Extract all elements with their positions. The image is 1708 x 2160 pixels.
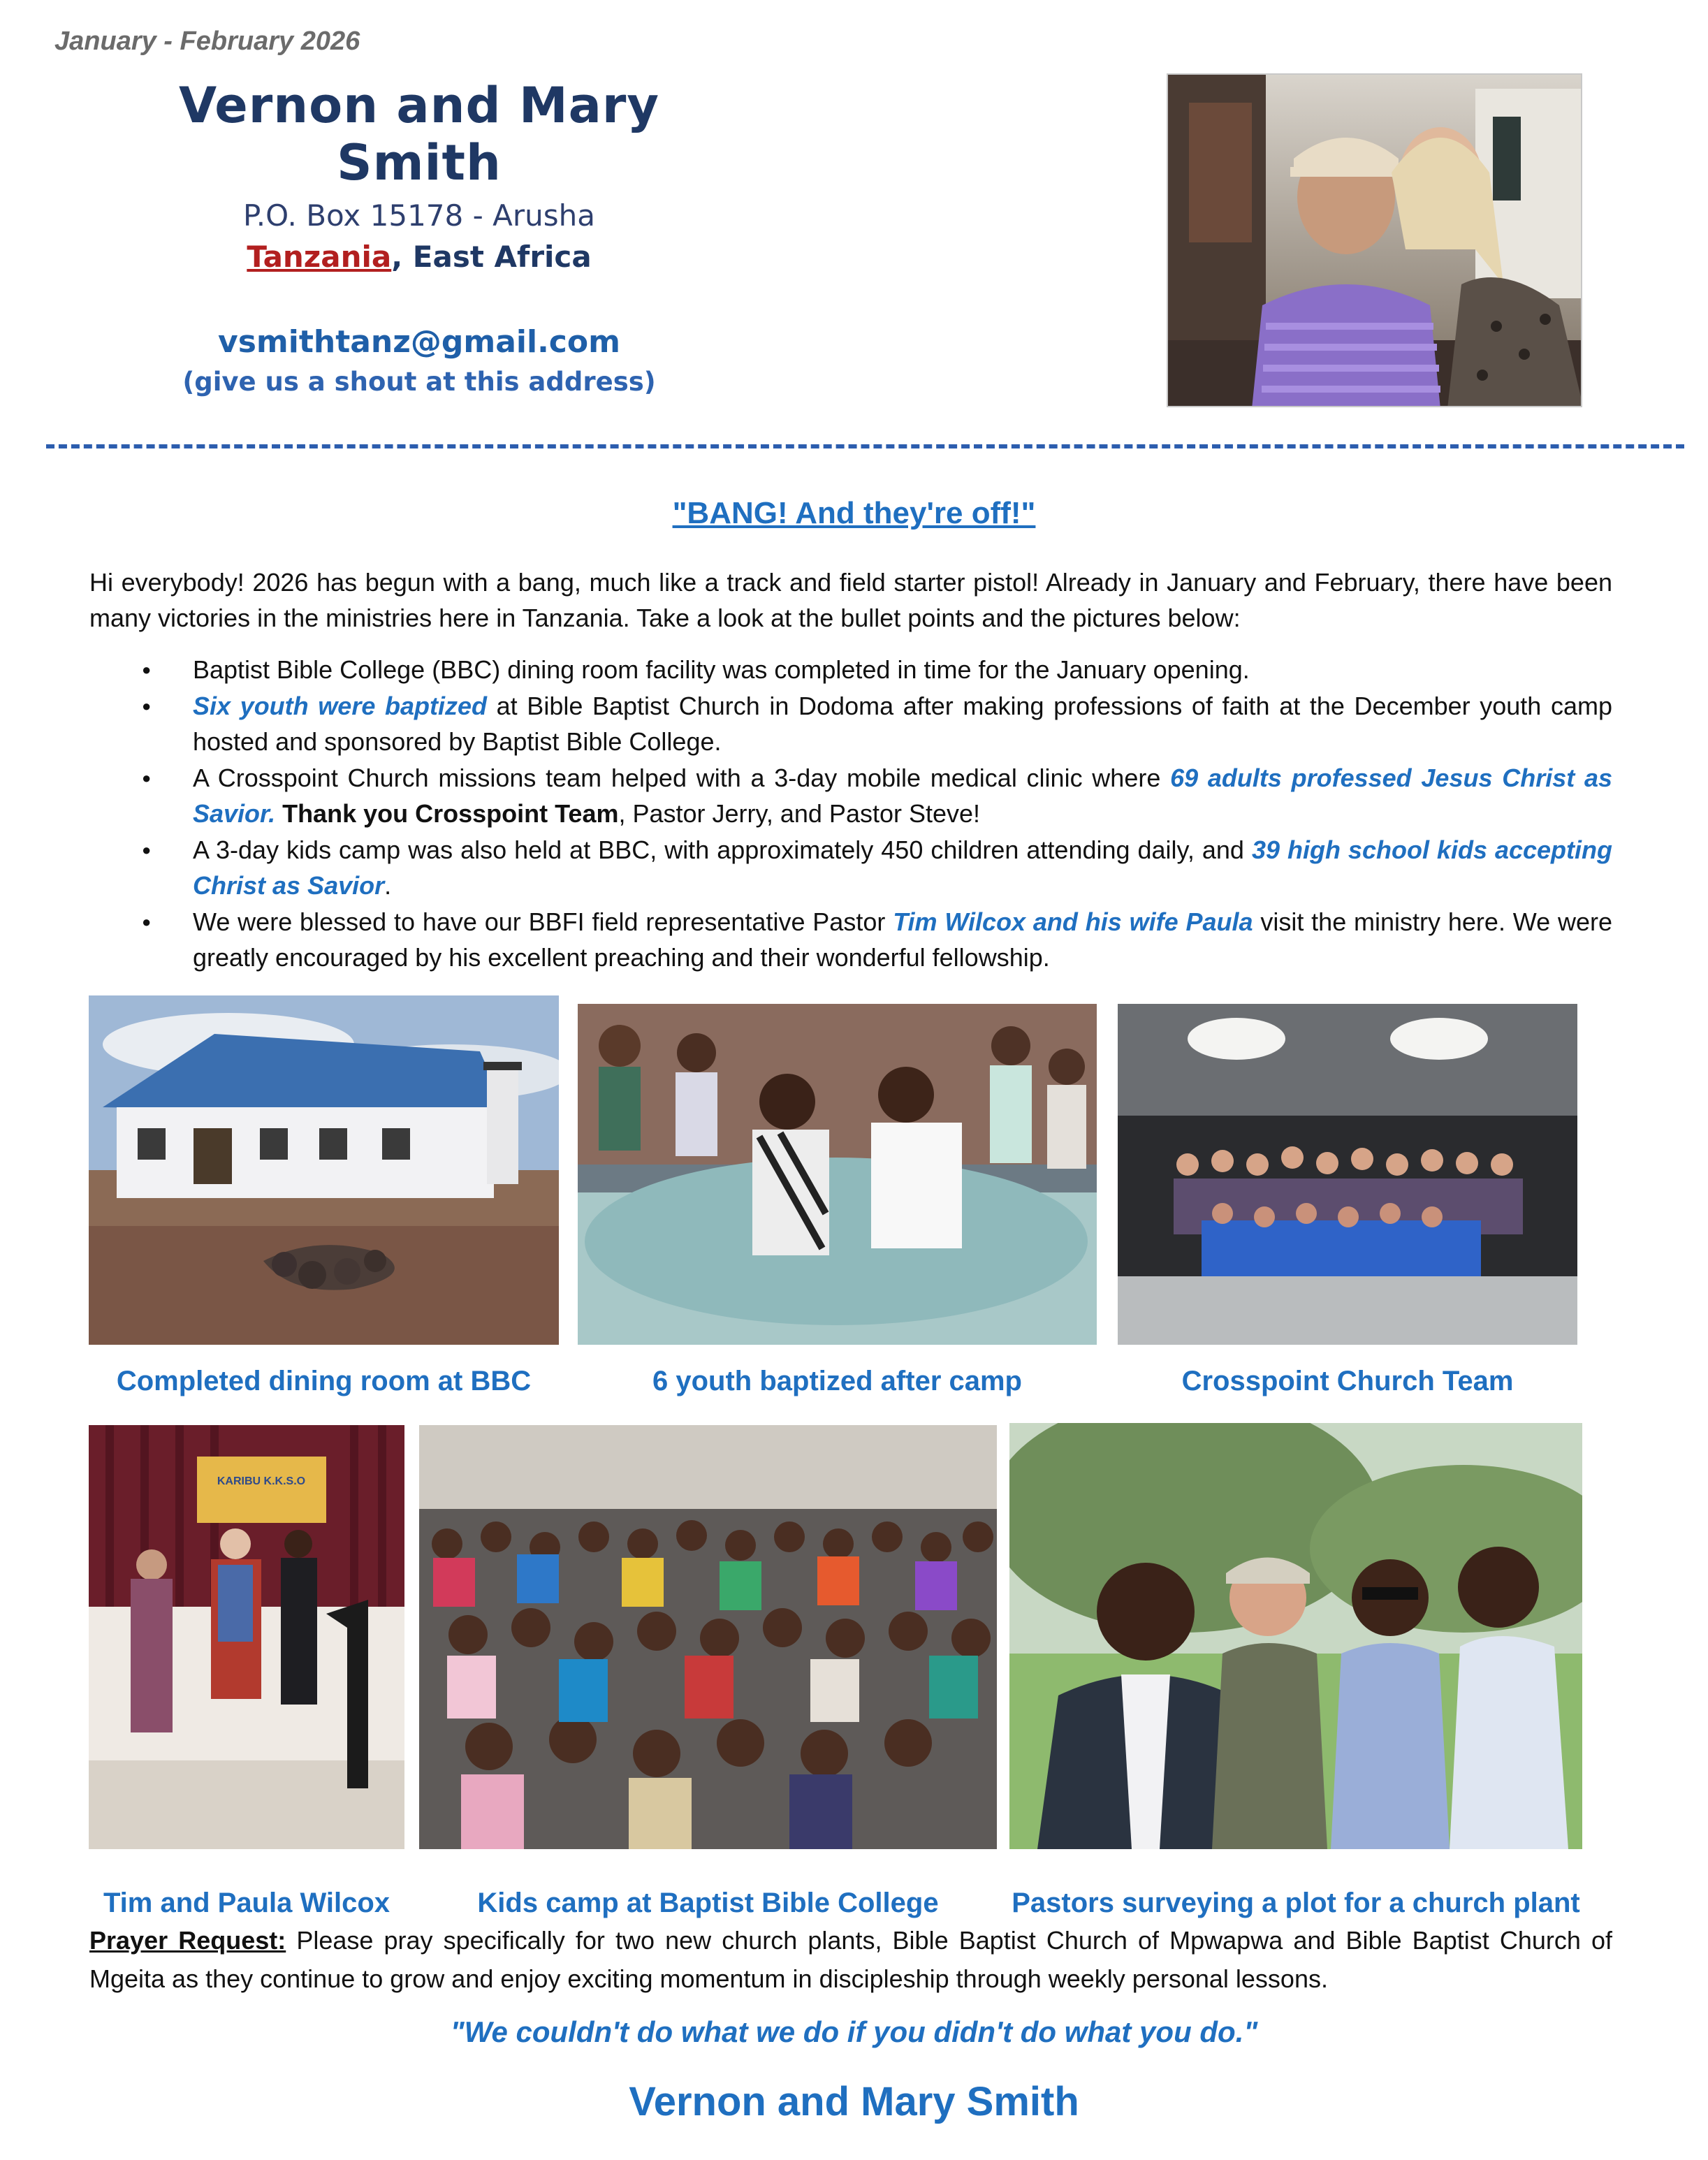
email-address[interactable]: vsmithtanz@gmail.com [218, 324, 620, 360]
article-title: "BANG! And they're off!" [672, 496, 1036, 530]
signature: Vernon and Mary Smith [629, 2079, 1079, 2124]
highlights-list [89, 652, 1612, 976]
kids-camp-photo [419, 1425, 997, 1849]
kids-camp-caption: Kids camp at Baptist Bible College [477, 1888, 939, 1918]
baptism-caption: 6 youth baptized after camp [652, 1366, 1022, 1396]
list-item: ● Baptist Bible College (BBC) dining room facility was completed in time for the January opening. [89, 652, 1612, 687]
list-item: ● We were blessed to have our BBFI field representative Pastor Tim Wilcox and his wife Paula visit the ministry here. We were greatly encouraged by his excellent preaching and their wonderful fellowship. [89, 904, 1612, 975]
location [147, 240, 692, 274]
wilcox-caption: Tim and Paula Wilcox [103, 1888, 390, 1918]
welcome-banner: KARIBU K.K.S.O [217, 1475, 306, 1487]
list-item: ● Six youth were baptized at Bible Baptist Church in Dodoma after making professions of faith at the December youth camp hosted and sponsored by Baptist Bible College. [89, 688, 1612, 759]
crosspoint-team-photo [1118, 1004, 1577, 1345]
list-item: ● A Crosspoint Church missions team helped with a 3-day mobile medical clinic where 69 adults professed Jesus Christ as Savior. Thank you Crosspoint Team, Pastor Jerry, and Pastor Steve! [89, 760, 1612, 831]
pastors-caption: Pastors surveying a plot for a church plant [1012, 1888, 1580, 1918]
closing-quote: "We couldn't do what we do if you didn't do what you do." [450, 2015, 1258, 2048]
list-item: ● A 3-day kids camp was also held at BBC, with approximately 450 children attending daily, and 39 high school kids accepting Christ as Savior. [89, 832, 1612, 903]
crosspoint-team-caption: Crosspoint Church Team [1181, 1366, 1514, 1396]
region-text: , East Africa [391, 240, 592, 274]
country-link[interactable]: Tanzania [247, 240, 392, 274]
header-names: Vernon and Mary Smith [178, 77, 660, 191]
dining-room-photo [89, 995, 559, 1345]
section-divider [46, 444, 1684, 448]
po-box: P.O. Box 15178 - Arusha [243, 198, 595, 233]
prayer-request-text: Please pray specifically for two new church plants, Bible Baptist Church of Mpwapwa and Bible Baptist Church of Mgeita as they continue to grow and enjoy exciting momentum in discipleship through weekly personal lessons. [89, 1926, 1613, 1993]
email-note: (give us a shout at this address) [182, 367, 656, 397]
baptism-photo [578, 1004, 1097, 1345]
dateline: January - February 2026 [54, 27, 360, 56]
prayer-request-label: Prayer Request: [89, 1926, 286, 1955]
pastors-photo [1009, 1423, 1582, 1849]
wilcox-photo [89, 1425, 404, 1849]
letterhead [147, 77, 692, 397]
couple-portrait-photo [1167, 73, 1582, 407]
dining-room-caption: Completed dining room at BBC [116, 1366, 532, 1396]
prayer-request [89, 1921, 1612, 1998]
intro-paragraph: Hi everybody! 2026 has begun with a bang, much like a track and field starter pistol! Already in January and February, there have been many victories in the ministries here in Tanzania. Take a look at the bullet points and the pictures below: [89, 568, 1612, 632]
